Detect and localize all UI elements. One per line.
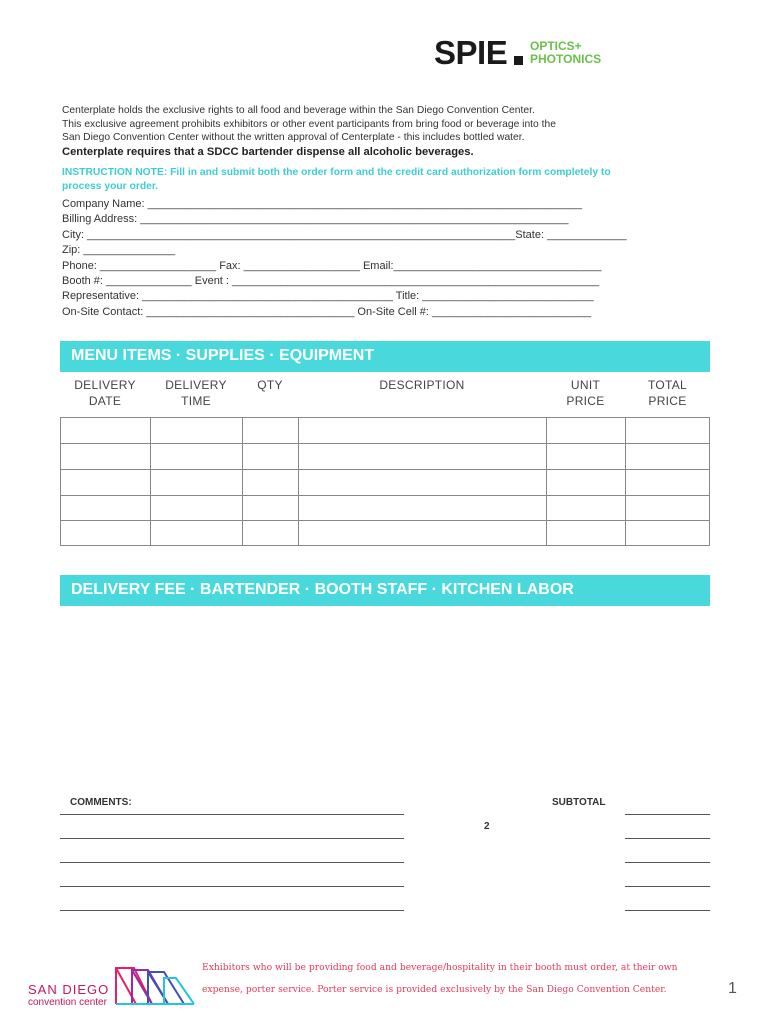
san-diego-logo-text: [28, 982, 112, 1008]
intro-text: [62, 104, 682, 145]
instruction-line-2: process your order.: [62, 180, 159, 192]
onsite-contact-field[interactable]: On-Site Contact: __________________________________ On-Site Cell #: __________________________: [62, 306, 592, 318]
representative-title-field[interactable]: Representative: _________________________________________ Title: ____________________________: [62, 290, 594, 302]
billing-address-field[interactable]: Billing Address: ______________________________________________________________________: [62, 213, 569, 225]
instruction-note: [62, 166, 682, 193]
sdcc-sails-icon: [114, 964, 196, 1006]
comment-line[interactable]: [60, 910, 404, 911]
amount-line[interactable]: [625, 886, 710, 887]
comments-label: COMMENTS:: [70, 797, 132, 808]
intro-line-2: This exclusive agreement prohibits exhibitors or other event participants from bring food or beverage into the: [62, 118, 556, 130]
header-unit-price: UNIT PRICE: [566, 378, 605, 408]
comment-line[interactable]: [60, 814, 404, 815]
comment-line[interactable]: [60, 886, 404, 887]
amount-line[interactable]: [625, 838, 710, 839]
company-name-field[interactable]: Company Name: _______________________________________________________________________: [62, 198, 582, 210]
zip-field[interactable]: Zip: _______________: [62, 244, 176, 256]
delivery-fee-section-header: DELIVERY FEE · BARTENDER · BOOTH STAFF · KITCHEN LABOR: [60, 575, 710, 606]
instruction-line-1: INSTRUCTION NOTE: Fill in and submit both the order form and the credit card authorization form completely to: [62, 167, 611, 178]
comment-line[interactable]: [60, 838, 404, 839]
header-delivery-date: DELIVERY DATE: [74, 378, 136, 408]
header-delivery-time: DELIVERY TIME: [165, 378, 227, 408]
phone-fax-email-field[interactable]: Phone: ___________________ Fax: ___________________ Email:__________________________________: [62, 260, 602, 272]
page-marker: 2: [484, 821, 490, 832]
logo-main-text: SPIE: [434, 34, 508, 71]
subtotal-label: SUBTOTAL: [552, 797, 606, 808]
intro-line-3: San Diego Convention Center without the written approval of Centerplate - this includes bottled water.: [62, 132, 525, 143]
spie-logo: [428, 34, 624, 74]
alcohol-notice: Centerplate requires that a SDCC bartender dispense all alcoholic beverages.: [62, 146, 474, 158]
sd-logo-name: SAN DIEGO: [28, 982, 110, 997]
menu-items-section-header: MENU ITEMS · SUPPLIES · EQUIPMENT: [60, 341, 710, 372]
subtotal-line[interactable]: [625, 814, 710, 815]
comment-line[interactable]: [60, 862, 404, 863]
intro-line-1: Centerplate holds the exclusive rights to all food and beverage within the San Diego Convention Center.: [62, 105, 535, 116]
logo-subtitle: [530, 40, 601, 66]
order-items-table[interactable]: [60, 417, 710, 546]
logo-line1: OPTICS+: [530, 39, 582, 53]
sd-logo-subtitle: convention center: [28, 997, 107, 1008]
booth-event-field[interactable]: Booth #: ______________ Event : ____________________________________________________________: [62, 275, 600, 287]
header-description: DESCRIPTION: [379, 378, 465, 392]
logo-line2: PHOTONICS: [530, 52, 602, 66]
logo-dot: [514, 56, 523, 65]
amount-line[interactable]: [625, 910, 710, 911]
amount-line[interactable]: [625, 862, 710, 863]
footer-notice-line-1: Exhibitors who will be providing food and beverage/hospitality in their booth must order, at their own: [202, 962, 678, 973]
footer-notice-line-2: expense, porter service. Porter service is provided exclusively by the San Diego Convention Center.: [202, 984, 667, 995]
page-number: 1: [728, 980, 737, 997]
header-total-price: TOTAL PRICE: [647, 378, 688, 408]
header-qty: QTY: [257, 378, 283, 392]
city-state-field[interactable]: City: ______________________________________________________________________State: _____________: [62, 229, 627, 241]
